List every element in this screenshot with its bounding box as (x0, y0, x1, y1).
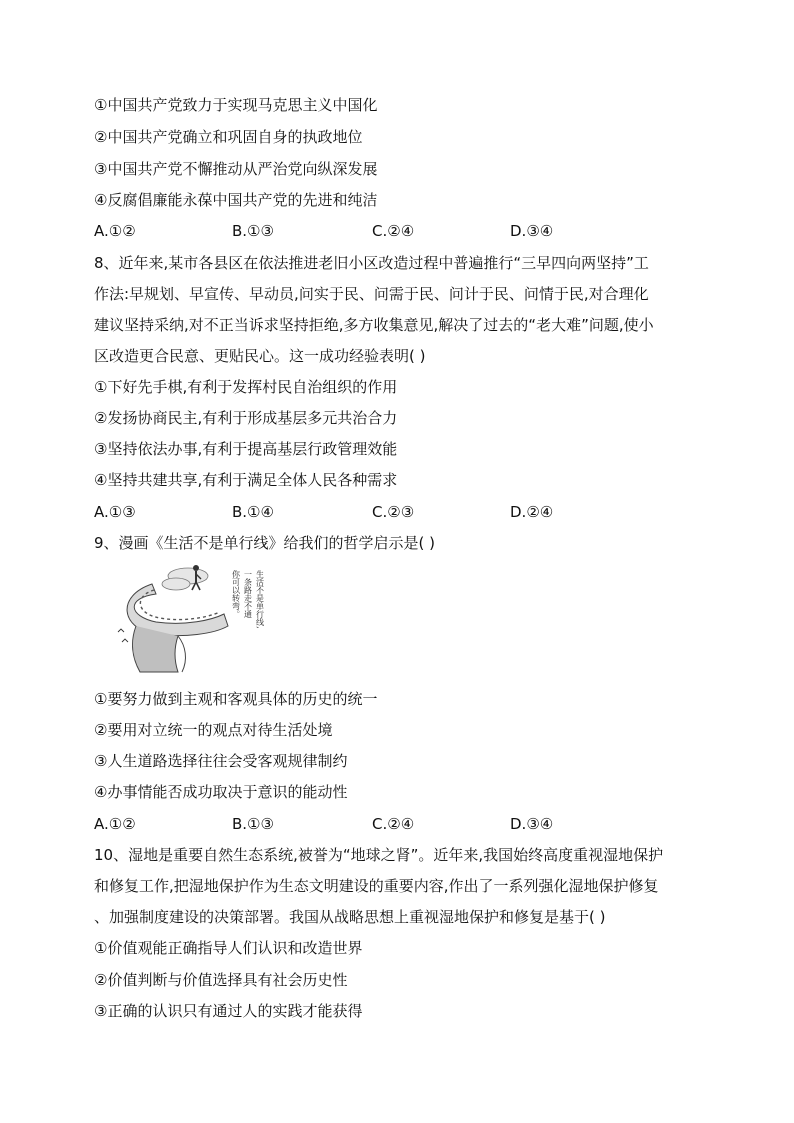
q9-stem: 9、漫画《生活不是单行线》给我们的哲学启示是( ) (94, 534, 436, 552)
q8-stem-line-2: 作法:早规划、早宣传、早动员,问实于民、问需于民、问计于民、问情于民,对合理化 (94, 285, 649, 303)
q10-stem-line-2: 和修复工作,把湿地保护作为生态文明建设的重要内容,作出了一系列强化湿地保护修复 (94, 877, 659, 895)
q9-option-c: C.②④ (372, 815, 415, 833)
q9-option-b: B.①③ (232, 815, 274, 833)
q8-item-3: ③坚持依法办事,有利于提高基层行政管理效能 (94, 440, 398, 458)
q7-option-d: D.③④ (510, 222, 554, 240)
q8-stem-line-1: 8、近年来,某市各县区在依法推进老旧小区改造过程中普遍推行“三早四向两坚持”工 (94, 254, 649, 272)
q8-option-d: D.②④ (510, 503, 554, 521)
q9-item-2: ②要用对立统一的观点对待生活处境 (94, 721, 333, 739)
q9-option-a: A.①② (94, 815, 136, 833)
q8-options (94, 502, 614, 522)
q10-item-3: ③正确的认识只有通过人的实践才能获得 (94, 1002, 363, 1020)
q9-item-4: ④办事情能否成功取决于意识的能动性 (94, 783, 348, 801)
q10-stem-line-1: 10、湿地是重要自然生态系统,被誉为“地球之肾”。近年来,我国始终高度重视湿地保护 (94, 846, 664, 864)
q10-stem-line-3: 、加强制度建设的决策部署。我国从战略思想上重视湿地保护和修复是基于( ) (94, 908, 606, 926)
q7-options (94, 221, 614, 241)
q7-item-2: ②中国共产党确立和巩固自身的执政地位 (94, 128, 363, 146)
q8-item-1: ①下好先手棋,有利于发挥村民自治组织的作用 (94, 378, 398, 396)
cartoon-life-not-one-way (116, 562, 274, 674)
q8-item-4: ④坚持共建共享,有利于满足全体人民各种需求 (94, 471, 398, 489)
cartoon-caption-3: 你可以转弯。 (231, 570, 241, 618)
q8-option-a: A.①③ (94, 503, 136, 521)
q7-option-a: A.①② (94, 222, 136, 240)
q7-option-c: C.②④ (372, 222, 415, 240)
q9-item-1: ①要努力做到主观和客观具体的历史的统一 (94, 690, 378, 708)
q7-option-b: B.①③ (232, 222, 274, 240)
q9-item-3: ③人生道路选择往往会受客观规律制约 (94, 752, 348, 770)
q9-options (94, 814, 614, 834)
q10-item-2: ②价值判断与价值选择具有社会历史性 (94, 971, 348, 989)
cartoon-caption-2: 一条路走不通 (243, 570, 253, 618)
q8-stem-line-4: 区改造更合民意、更贴民心。这一成功经验表明( ) (94, 347, 426, 365)
q7-item-3: ③中国共产党不懈推动从严治党向纵深发展 (94, 160, 378, 178)
q9-option-d: D.③④ (510, 815, 554, 833)
cartoon-caption-1: 生活不是单行线, (255, 570, 265, 629)
q7-item-4: ④反腐倡廉能永葆中国共产党的先进和纯洁 (94, 191, 378, 209)
q8-option-c: C.②③ (372, 503, 415, 521)
q10-item-1: ①价值观能正确指导人们认识和改造世界 (94, 939, 363, 957)
q8-item-2: ②发扬协商民主,有利于形成基层多元共治合力 (94, 409, 398, 427)
q7-item-1: ①中国共产党致力于实现马克思主义中国化 (94, 96, 378, 114)
q8-option-b: B.①④ (232, 503, 274, 521)
q8-stem-line-3: 建议坚持采纳,对不正当诉求坚持拒绝,多方收集意见,解决了过去的“老大难”问题,使小 (94, 316, 654, 334)
